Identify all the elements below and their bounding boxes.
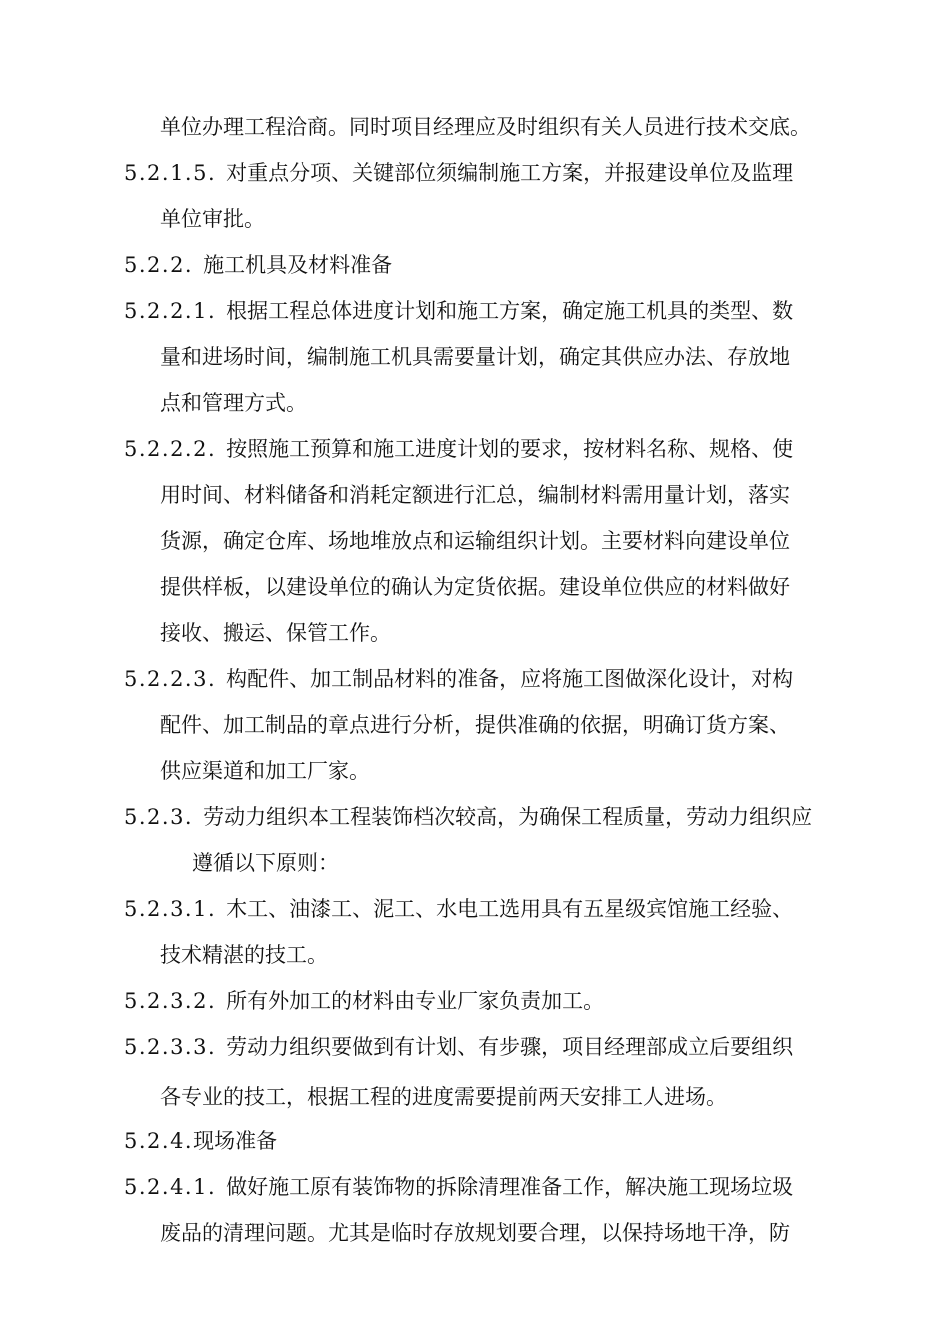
text-line: 单位审批。	[160, 207, 265, 231]
text-line: 5.2.2.1. 根据工程总体进度计划和施工方案，确定施工机具的类型、数	[124, 299, 794, 323]
text-line: 技术精湛的技工。	[160, 943, 328, 967]
text-line: 量和进场时间，编制施工机具需要量计划，确定其供应办法、存放地	[160, 345, 790, 369]
text-line: 供应渠道和加工厂家。	[160, 759, 370, 783]
section-heading: 5.2.3. 劳动力组织本工程装饰档次较高，为确保工程质量，劳动力组织应	[124, 805, 813, 829]
clause-number: 5.2.2.3.	[124, 667, 217, 691]
clause-number: 5.2.2.	[124, 253, 194, 277]
text-line: 遵循以下原则：	[192, 851, 339, 875]
text-line: 点和管理方式。	[160, 391, 307, 415]
text-line: 接收、搬运、保管工作。	[160, 621, 391, 645]
clause-number: 5.2.2.1.	[124, 299, 217, 323]
text-line: 用时间、材料储备和消耗定额进行汇总，编制材料需用量计划，落实	[160, 483, 790, 507]
text-line: 配件、加工制品的章点进行分析，提供准确的依据，明确订货方案、	[160, 713, 790, 737]
text-line: 5.2.3.3. 劳动力组织要做到有计划、有步骤，项目经理部成立后要组织	[124, 1035, 794, 1059]
text-line: 5.2.3.1. 木工、油漆工、泥工、水电工选用具有五星级宾馆施工经验、	[124, 897, 794, 921]
section-heading: 5.2.4.现场准备	[124, 1129, 278, 1153]
text-line: 5.2.4.1. 做好施工原有装饰物的拆除清理准备工作，解决施工现场垃圾	[124, 1175, 794, 1199]
clause-number: 5.2.4.1.	[124, 1175, 217, 1199]
clause-number: 5.2.2.2.	[124, 437, 217, 461]
clause-number: 5.2.1.5.	[124, 161, 217, 185]
clause-number: 5.2.3.3.	[124, 1035, 217, 1059]
text-line: 提供样板，以建设单位的确认为定货依据。建设单位供应的材料做好	[160, 575, 790, 599]
text-line: 5.2.3.2. 所有外加工的材料由专业厂家负责加工。	[124, 989, 605, 1013]
text-line: 5.2.1.5. 对重点分项、关键部位须编制施工方案，并报建设单位及监理	[124, 161, 794, 185]
section-heading: 5.2.2. 施工机具及材料准备	[124, 253, 393, 277]
text-line: 单位办理工程洽商。同时项目经理应及时组织有关人员进行技术交底。	[160, 115, 811, 139]
clause-number: 5.2.3.2.	[124, 989, 217, 1013]
clause-number: 5.2.4.	[124, 1129, 194, 1153]
text-line: 5.2.2.2. 按照施工预算和施工进度计划的要求，按材料名称、规格、使	[124, 437, 794, 461]
text-line: 各专业的技工，根据工程的进度需要提前两天安排工人进场。	[160, 1085, 727, 1109]
text-line: 废品的清理问题。尤其是临时存放规划要合理，以保持场地干净，防	[160, 1221, 790, 1245]
text-line: 货源，确定仓库、场地堆放点和运输组织计划。主要材料向建设单位	[160, 529, 790, 553]
clause-number: 5.2.3.1.	[124, 897, 217, 921]
text-line: 5.2.2.3. 构配件、加工制品材料的准备，应将施工图做深化设计，对构	[124, 667, 794, 691]
clause-number: 5.2.3.	[124, 805, 194, 829]
